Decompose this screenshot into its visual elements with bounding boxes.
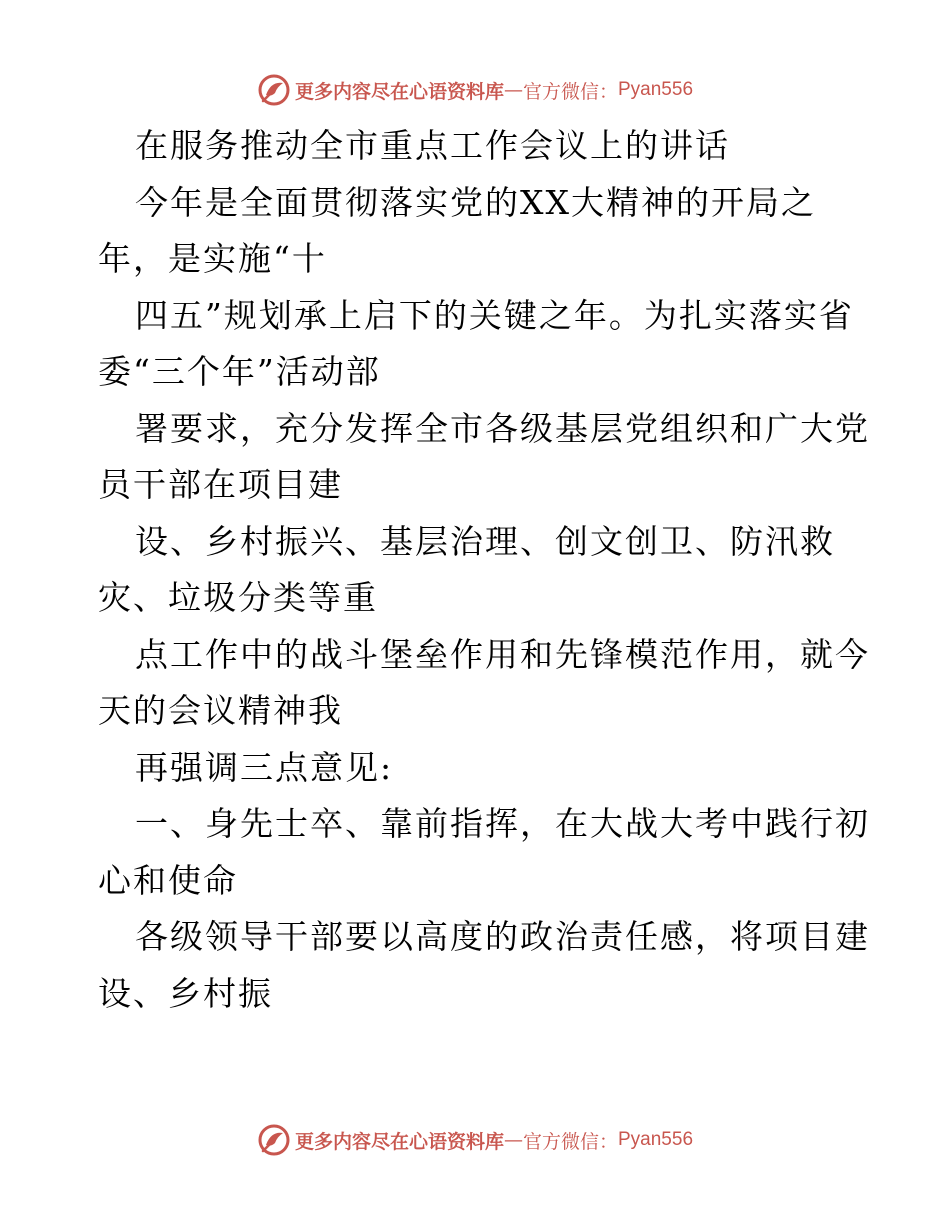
watermark-label: 官方微信：	[522, 1130, 618, 1153]
watermark-brand: 更多内容尽在心语资料库	[294, 80, 504, 103]
paragraph-line: 委“三个年”活动部	[98, 352, 381, 391]
watermark-footer	[0, 1120, 950, 1160]
paragraph-line: 设、乡村振	[98, 973, 273, 1013]
watermark-dash: —	[503, 1129, 523, 1151]
paragraph-line: 心和使命	[98, 860, 238, 900]
watermark-label: 官方微信：	[522, 80, 618, 103]
brand-logo-icon	[257, 1123, 291, 1157]
watermark-brand: 更多内容尽在心语资料库	[294, 1130, 504, 1153]
watermark-id: Pyan556	[618, 79, 694, 100]
paragraph-line: 四五”规划承上启下的关键之年。为扎实落实省	[135, 295, 854, 335]
brand-logo-icon	[257, 73, 291, 107]
paragraph-line: 设、乡村振兴、基层治理、创文创卫、防汛救	[135, 521, 835, 561]
watermark-id: Pyan556	[618, 1129, 694, 1150]
paragraph-line: 年，是实施“十	[98, 239, 327, 278]
paragraph-line: 再强调三点意见:	[135, 747, 394, 787]
document-title: 在服务推动全市重点工作会议上的讲话	[135, 126, 730, 165]
paragraph-line: 灾、垃圾分类等重	[98, 578, 378, 617]
document-body	[98, 118, 870, 1022]
paragraph-line: 今年是全面贯彻落实党的XX大精神的开局之	[135, 182, 816, 222]
paragraph-line: 一、身先士卒、靠前指挥，在大战大考中践行初	[135, 804, 870, 843]
paragraph-line: 天的会议精神我	[98, 691, 343, 730]
paragraph-line: 点工作中的战斗堡垒作用和先锋模范作用，就今	[135, 634, 870, 674]
paragraph-line: 员干部在项目建	[98, 465, 343, 504]
paragraph-line: 署要求，充分发挥全市各级基层党组织和广大党	[135, 408, 870, 448]
watermark-dash: —	[503, 79, 523, 101]
paragraph-line: 各级领导干部要以高度的政治责任感，将项目建	[135, 917, 870, 956]
watermark-header	[0, 70, 950, 110]
